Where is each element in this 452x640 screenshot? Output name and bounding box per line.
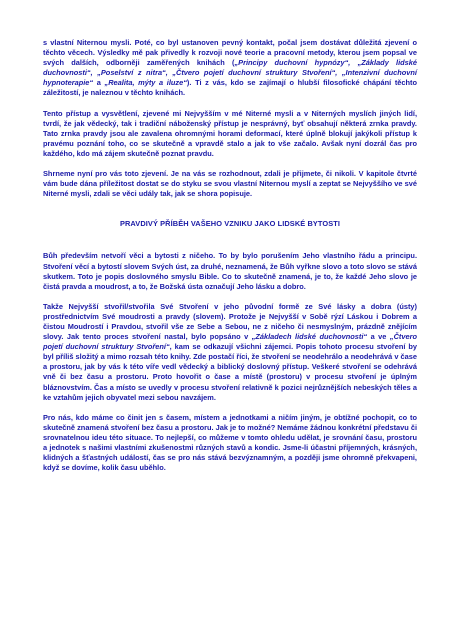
- italic-text-run: „Realita, mýty a iluze“: [104, 78, 187, 88]
- section-heading: PRAVDIVÝ PŘÍBĚH VAŠEHO VZNIKU JAKO LIDSKÉ BYTOSTI: [119, 219, 341, 229]
- paragraph: [43, 38, 417, 99]
- text-run: Shrneme nyní pro vás toto zjevení. Je na vás se rozhodnout, zdali je přijmete, či nikoli. V kapitole čtvrté vám bude dána příležitost dostat se do styku se svou vlastní Niternou myslí a zeptat se Nejvyššího ve své Niterné mysli, zdali se věci udály tak, jak se shora popisuje.: [43, 169, 417, 199]
- text-run: Takže Nejvyšší stvořil/stvořila Své Stvoření v jeho původní formě ze Své lásky a dobra (ústy) prostřednictvím Své moudrosti a pravdy (slovem). Protože je Nejvyšší v Sobě rýzí Láskou i Dobrem a čistou Moudrostí i Pravdou, stvořil vše ze Sebe a Sebou, ne z ničeho či nesmyslným, prázdně znějícím slovy. Jak tento proces stvoření nastal, bylo popsáno v: [43, 301, 417, 342]
- text-run: a ve: [367, 332, 390, 342]
- text-run: Pro nás, kdo máme co činit jen s časem, místem a jednotkami a ničím jiným, je obtížné pochopit, co to skutečně znamená stvoření bez času a prostoru. Jak je to možné? Nemáme žádnou konkrétní představu či srovnatelnou ideu této situace. To nejlepší, co můžeme v tomto ohledu udělat, je srovnání času, prostoru a jednotek s našimi vlastními zkušenostmi různých stavů a kondic. Jsme-li účastni příjemných, krásných, klidných a šťastných událostí, čas se pro nás stává bezvýznamným, a později jsme ohromně překvapeni, když se dovíme, kolik času uběhlo.: [43, 412, 417, 473]
- italic-text-run: „Základech lidské duchovnosti“: [251, 332, 368, 342]
- italic-text-run: „Čtvero pojetí duchovní struktury Stvoření“: [43, 332, 417, 352]
- paragraph: [43, 302, 417, 403]
- text-run: , kam se odkazují všichni zájemci. Popis tohoto procesu stvoření by byl příliš složitý a mimo rozsah této knihy. Zde postačí říci, že stvoření se neodehrálo a neodehrává v čase a prostoru, jak by vás k této víře vedl vědecký a biblický doslovný přístup. Veškeré stvoření se odehrává vně či bez času a prostoru. Proto hovořit o čase a místě (prostoru) v procesu stvoření je úplným bláznovstvím. Čas a místo se uvedly v procesu stvoření relativně k pozici nejrůznějších nebeských těles a ke vztahům jejich obyvatel mezi sebou navzájem.: [43, 342, 417, 402]
- paragraph: [43, 169, 417, 199]
- text-run: a: [93, 78, 105, 88]
- text-run: Tento přístup a vysvětlení, zjevené mi Nejvyšším v mé Niterné mysli a v Niterných myslích jiných lidí, tvrdí, že jak vědecký, tak i tradiční náboženský přístup je nesprávný, byť obsahují některá zrnka pravdy. Tato zrnka pravdy jsou ale zavalena ohromnými horami deformací, které úplně blokují jakýkoli přístup k pravému poznání toho, co se skutečně a vpravdě stalo a jak to vše začalo. Avšak nyní dozrál čas pro každého, kdo má zájem skutečně poznat pravdu.: [43, 108, 417, 158]
- text-run: s vlastní Niternou mysli. Poté, co byl ustanoven pevný kontakt, počal jsem dostávat důležitá zjevení o těchto věcech. Výsledky mě pak přivedly k rozvoji nové teorie a pracovní metody, kterou jsem popsal ve svých dalších, odborněji zaměřených knihách (: [43, 38, 417, 68]
- paragraph: [43, 413, 417, 474]
- text-run: Bůh především netvoří věci a bytosti z ničeho. To by bylo porušením Jeho vlastního řádu a principu. Stvoření věcí a bytostí slovem Svých úst, za druhé, neznamená, že Bůh vyřkne slovo a toto slovo se stává skutkem. Toto je popis doslovného smyslu Bible. Co to skutečně znamená, je to, že každé Jeho slovo je čistá pravda a moudrost, a to, že Božská ústa označují Jeho lásku a dobro.: [43, 251, 417, 291]
- document-page: [43, 38, 417, 483]
- text-run: ). Ti z vás, kdo se zajímají o hlubší filosofické chápání těchto záležitostí, je naleznou v těchto knihách.: [43, 78, 418, 98]
- paragraph: [43, 251, 417, 291]
- italic-text-run: „Principy duchovní hypnózy“, „Základy lidské duchovnosti“, „Poselství z nitra“, „Čtvero pojetí duchovní struktury Stvoření“, „Intenzivní duchovní hypnoterapie“: [43, 58, 418, 88]
- paragraph: [43, 109, 417, 159]
